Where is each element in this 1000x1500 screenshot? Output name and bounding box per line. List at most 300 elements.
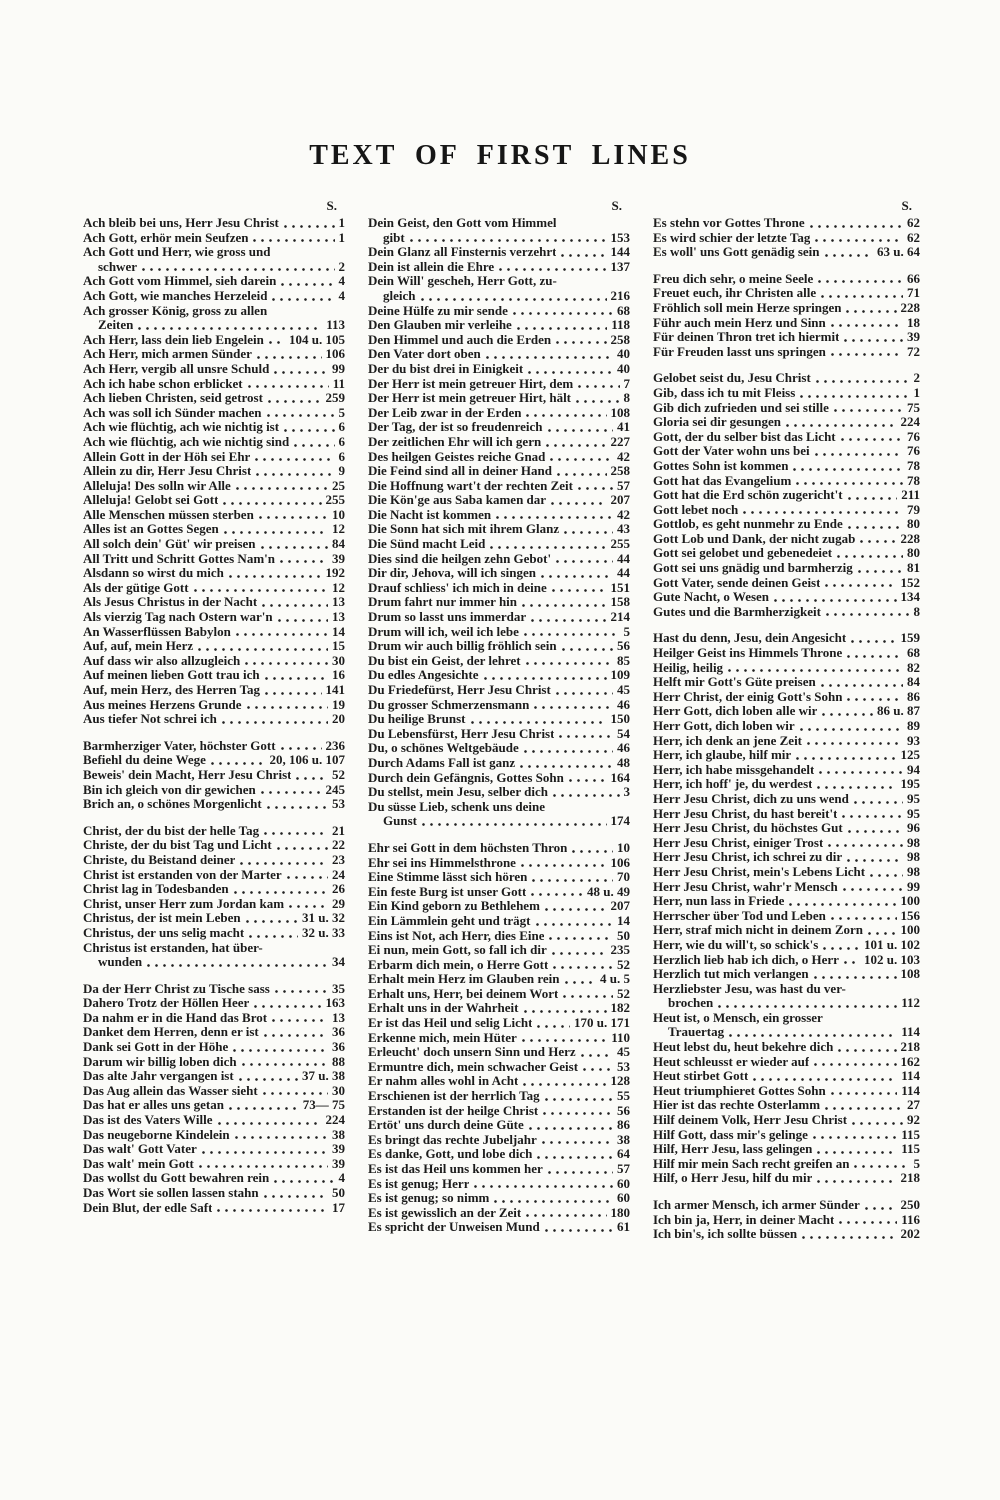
dot-leader xyxy=(523,1083,606,1086)
index-entry xyxy=(368,479,630,494)
entry-page-number: 31 u. 32 xyxy=(302,910,345,926)
dot-leader xyxy=(269,341,285,344)
dot-leader xyxy=(147,964,328,967)
seite-column-header: S. xyxy=(901,198,912,213)
dot-leader xyxy=(848,497,898,500)
index-entry xyxy=(368,508,630,523)
dot-leader xyxy=(852,1122,903,1125)
entry-page-number: 224 xyxy=(900,414,920,430)
index-entry xyxy=(653,503,920,518)
entry-text: Gott der Vater wohn uns bei xyxy=(653,444,810,459)
index-entry xyxy=(653,330,920,345)
dot-leader xyxy=(802,1236,896,1239)
entry-text: Alleluja! Des solln wir Alle xyxy=(83,478,231,493)
dot-leader xyxy=(278,619,328,622)
index-entry xyxy=(83,333,345,348)
entry-text: Du, o schönes Weltgebäude xyxy=(368,741,519,756)
index-entry xyxy=(368,566,630,581)
entry-text-continued: gleich xyxy=(383,288,416,303)
index-entry xyxy=(653,371,920,386)
index-entry xyxy=(368,245,630,260)
entry-text: Er nahm alles wohl in Acht xyxy=(368,1074,519,1089)
dot-leader xyxy=(831,353,903,356)
entry-text: Christ, der du bist der helle Tag xyxy=(83,823,260,838)
entry-text: Es woll' uns Gott genädig sein xyxy=(653,245,820,260)
entry-text: Hast du denn, Jesu, dein Angesicht xyxy=(653,631,847,646)
index-entry xyxy=(83,824,345,839)
index-entry xyxy=(368,1206,630,1221)
entry-text: Du edles Angesichte xyxy=(368,668,479,683)
entry-page-number: 73— 75 xyxy=(302,1097,345,1113)
entry-text: Die Hoffnung wart't der rechten Zeit xyxy=(368,478,573,493)
dot-leader xyxy=(531,619,606,622)
dot-leader xyxy=(526,662,613,665)
entry-text: Der Herr ist mein getreuer Hirt, hält xyxy=(368,391,572,406)
entry-text: Herr Jesu Christ, ich schrei zu dir xyxy=(653,850,843,865)
entry-text: Christ lag in Todesbanden xyxy=(83,882,229,897)
index-entry xyxy=(653,836,920,851)
entry-text: Es ist genug; Herr xyxy=(368,1176,470,1191)
index-entry xyxy=(653,850,920,865)
dot-leader xyxy=(851,640,896,643)
dot-leader xyxy=(255,458,334,461)
dot-leader xyxy=(810,225,903,228)
index-entry xyxy=(653,1069,920,1084)
entry-page-number: 64 xyxy=(617,1146,630,1162)
entry-page-number: 39 xyxy=(332,550,345,566)
index-entry xyxy=(83,853,345,868)
index-entry xyxy=(653,1128,920,1143)
entry-page-number: 207 xyxy=(610,492,630,508)
entry-text: Auf meinen lieben Gott trau ich xyxy=(83,668,260,683)
entry-text: Du Friedefürst, Herr Jesu Christ xyxy=(368,683,551,697)
entry-text: Ein Kind geborn zu Bethlehem xyxy=(368,899,540,914)
dot-leader xyxy=(800,395,909,398)
entry-text: Hilf, o Herr Jesu, hilf du mir xyxy=(653,1171,813,1186)
entry-page-number: 101 u. 102 xyxy=(864,936,920,952)
entry-page-number: 236 xyxy=(325,737,345,753)
dot-leader xyxy=(524,633,620,636)
entry-page-number: 250 xyxy=(900,1197,920,1212)
dot-leader xyxy=(275,990,328,993)
entry-text: Du bist ein Geist, der lehret xyxy=(368,653,521,668)
entry-text: Alle Menschen müssen sterben xyxy=(83,507,254,522)
entry-page-number: 113 xyxy=(326,317,345,333)
index-entry xyxy=(83,216,345,231)
entry-text: Die Feind sind all in deiner Hand xyxy=(368,464,552,479)
dot-leader xyxy=(800,728,903,731)
entry-text: Heilger Geist ins Himmels Throne xyxy=(653,646,843,661)
entry-text: Christ ist erstanden von der Marter xyxy=(83,867,282,882)
index-entry-continuation xyxy=(653,1025,920,1040)
entry-text: Ein feste Burg ist unser Gott xyxy=(368,884,527,899)
dot-leader xyxy=(543,1112,613,1115)
entry-page-number: 118 xyxy=(611,317,630,333)
dot-leader xyxy=(410,239,607,242)
entry-page-number: 259 xyxy=(325,390,345,406)
dot-leader xyxy=(281,283,334,286)
index-entry xyxy=(653,631,920,646)
entry-page-number: 26 xyxy=(332,881,345,897)
entry-text: Allein Gott in der Höh sei Ehr xyxy=(83,449,251,464)
entry-text: Deine Hülfe zu mir sende xyxy=(368,303,508,318)
index-entry xyxy=(83,522,345,537)
dot-leader xyxy=(272,298,334,301)
entry-page-number: 41 xyxy=(617,419,630,435)
entry-page-number: 80 xyxy=(907,545,920,561)
alphabetical-group xyxy=(653,371,920,619)
entry-page-number: 30 xyxy=(332,652,345,668)
dot-leader xyxy=(816,380,910,383)
entry-page-number: 57 xyxy=(617,477,630,493)
index-entry xyxy=(653,517,920,532)
dot-leader xyxy=(233,1049,328,1052)
dot-leader xyxy=(846,310,896,313)
dot-leader xyxy=(223,502,321,505)
index-entry xyxy=(653,301,920,316)
entry-text: Herr Jesu Christ, wahr'r Mensch xyxy=(653,879,838,894)
dot-leader xyxy=(199,1165,328,1168)
index-entry xyxy=(368,1031,630,1046)
entry-page-number: 57 xyxy=(617,1161,630,1176)
dot-leader xyxy=(274,1180,334,1183)
dot-leader xyxy=(854,1165,909,1168)
dot-leader xyxy=(520,765,613,768)
entry-text: Der Herr ist mein getreuer Hirt, dem xyxy=(368,376,574,391)
dot-leader xyxy=(236,487,328,490)
dot-leader xyxy=(825,1107,903,1110)
dot-leader xyxy=(138,327,322,330)
entry-text: Dein Will' gescheh, Herr Gott, zu- xyxy=(368,274,557,289)
index-entry xyxy=(653,894,920,909)
dot-leader xyxy=(421,298,607,301)
index-entry xyxy=(368,260,630,275)
entry-text-continued: Trauertag xyxy=(668,1025,725,1040)
index-entry xyxy=(83,868,345,883)
index-entry xyxy=(653,561,920,576)
index-columns xyxy=(0,198,1000,1242)
dot-leader xyxy=(249,935,298,938)
entry-text: Durch dein Gefängnis, Gottes Sohn xyxy=(368,770,564,785)
dot-leader xyxy=(229,1107,299,1110)
entry-text: Hier ist das rechte Osterlamm xyxy=(653,1098,821,1113)
entry-text: Allein zu dir, Herr Jesu Christ xyxy=(83,464,252,479)
entry-page-number: 68 xyxy=(907,645,920,661)
dot-leader xyxy=(267,414,335,417)
entry-text: Als der gütige Gott xyxy=(83,580,189,595)
index-entry xyxy=(653,1084,920,1099)
index-entry xyxy=(368,943,630,958)
dot-leader xyxy=(142,268,335,271)
index-entry xyxy=(653,386,920,401)
entry-text: Alles ist an Gottes Segen xyxy=(83,522,219,537)
index-entry xyxy=(368,318,630,333)
dot-leader xyxy=(729,1034,897,1037)
entry-text: Herzlich tut mich verlangen xyxy=(653,967,809,982)
dot-leader xyxy=(548,1171,613,1174)
entry-page-number: 108 xyxy=(900,966,920,982)
entry-text: Dein Glanz all Finsternis verzehrt xyxy=(368,245,557,260)
entry-text: Dir dir, Jehova, will ich singen xyxy=(368,566,536,581)
entry-page-number: 258 xyxy=(610,331,630,347)
dot-leader xyxy=(474,1185,613,1188)
entry-text: Beweis' dein Macht, Herr Jesu Christ xyxy=(83,767,292,782)
dot-leader xyxy=(265,677,328,680)
dot-leader xyxy=(817,1151,897,1154)
dot-leader xyxy=(253,239,334,242)
dot-leader xyxy=(217,1209,328,1212)
dot-leader xyxy=(815,239,903,242)
entry-text: Heut triumphieret Gottes Sohn xyxy=(653,1083,826,1098)
entry-page-number: 141 xyxy=(325,682,345,697)
entry-page-number: 98 xyxy=(907,834,920,850)
entry-text: Dies sind die heilgen zehn Gebot' xyxy=(368,551,552,566)
index-entry xyxy=(653,231,920,246)
index-entry xyxy=(83,1055,345,1070)
index-entry xyxy=(368,1089,630,1104)
entry-text: Hilf, Herr Jesu, lass gelingen xyxy=(653,1142,813,1157)
index-entry xyxy=(83,941,345,956)
index-entry xyxy=(83,797,345,812)
dot-leader xyxy=(821,684,903,687)
entry-page-number: 85 xyxy=(617,652,630,668)
entry-page-number: 110 xyxy=(611,1029,630,1045)
index-entry xyxy=(368,929,630,944)
index-entry xyxy=(368,972,630,987)
entry-page-number: 115 xyxy=(901,1126,920,1142)
entry-page-number: 40 xyxy=(617,346,630,362)
entry-page-number: 214 xyxy=(610,609,630,625)
index-entry xyxy=(83,274,345,289)
index-entry xyxy=(653,792,920,807)
index-entry-continuation xyxy=(653,996,920,1011)
dot-leader xyxy=(825,584,896,587)
entry-page-number: 24 xyxy=(332,866,345,882)
entry-page-number: 52 xyxy=(617,985,630,1001)
dot-leader xyxy=(526,414,606,417)
entry-text: Freuet euch, ihr Christen alle xyxy=(653,286,817,301)
entry-page-number: 5 xyxy=(338,404,345,420)
dot-leader xyxy=(551,502,606,505)
dot-leader xyxy=(546,444,606,447)
dot-leader xyxy=(280,560,328,563)
dot-leader xyxy=(522,604,606,607)
alphabetical-group xyxy=(653,216,920,260)
entry-text: Ach Gott vom Himmel, sieh darein xyxy=(83,274,277,289)
dot-leader xyxy=(259,516,328,519)
entry-text: Es spricht der Unweisen Mund xyxy=(368,1220,540,1235)
entry-text: Hilf mir mein Sach recht greifen an xyxy=(653,1156,850,1171)
index-entry xyxy=(368,216,630,231)
dot-leader xyxy=(822,713,873,716)
entry-text: Auf, auf, mein Herz xyxy=(83,639,194,654)
entry-page-number: 38 xyxy=(332,1126,345,1142)
dot-leader xyxy=(847,859,903,862)
entry-text: Führ auch mein Herz und Sinn xyxy=(653,315,826,330)
entry-text: Dank sei Gott in der Höhe xyxy=(83,1040,229,1055)
dot-leader xyxy=(236,633,328,636)
dot-leader xyxy=(847,655,903,658)
dot-leader xyxy=(831,917,897,920)
entry-page-number: 23 xyxy=(332,851,345,867)
index-entry xyxy=(83,897,345,912)
index-entry xyxy=(368,958,630,973)
dot-leader xyxy=(583,1068,613,1071)
entry-page-number: 144 xyxy=(610,244,630,260)
index-entry xyxy=(368,595,630,610)
entry-page-number: 5 xyxy=(623,623,630,639)
entry-page-number: 21 xyxy=(332,822,345,838)
entry-text: Der Tag, der ist so freudenreich xyxy=(368,420,543,435)
index-entry xyxy=(368,625,630,640)
index-entry xyxy=(653,415,920,430)
entry-text: Die Sünd macht Leid xyxy=(368,537,486,552)
entry-text: Brich an, o schönes Morgenlicht xyxy=(83,797,262,812)
entry-text: Dein ist allein die Ehre xyxy=(368,259,495,274)
index-entry xyxy=(83,377,345,392)
entry-text: Ertöt' uns durch deine Güte xyxy=(368,1118,524,1133)
entry-page-number: 53 xyxy=(617,1058,630,1074)
alphabetical-group xyxy=(653,631,920,1186)
dot-leader xyxy=(224,531,328,534)
index-entry xyxy=(368,1016,630,1031)
index-entry xyxy=(368,654,630,669)
dot-leader xyxy=(796,482,903,485)
entry-text: Ach Gott, erhör mein Seufzen xyxy=(83,230,249,245)
dot-leader xyxy=(256,473,334,476)
index-entry xyxy=(653,763,920,778)
entry-page-number: 35 xyxy=(332,980,345,996)
entry-text: Herr, ich glaube, hilf mir xyxy=(653,748,792,763)
entry-text: Aus tiefer Not schrei ich xyxy=(83,712,217,727)
entry-page-number: 114 xyxy=(901,1068,920,1084)
entry-text: Heilig, heilig xyxy=(653,660,724,675)
index-entry xyxy=(653,1113,920,1128)
entry-page-number: 235 xyxy=(610,942,630,958)
entry-page-number: 151 xyxy=(610,579,630,595)
entry-text: Barmherziger Vater, höchster Gott xyxy=(83,738,276,753)
entry-text: Da der Herr Christ zu Tische sass xyxy=(83,981,270,996)
dot-leader xyxy=(718,1005,897,1008)
entry-text: Herr Jesu Christ, du hast bereit't xyxy=(653,806,838,821)
entry-text: Er ist das Heil und selig Licht xyxy=(368,1016,533,1031)
entry-text: Gelobet seist du, Jesu Christ xyxy=(653,371,811,386)
index-entry xyxy=(653,245,920,260)
dot-leader xyxy=(229,575,322,578)
index-entry xyxy=(83,595,345,610)
index-entry xyxy=(653,807,920,822)
dot-leader xyxy=(284,225,335,228)
dot-leader xyxy=(541,575,613,578)
dot-leader xyxy=(521,864,607,867)
entry-page-number: 99 xyxy=(907,878,920,894)
index-entry xyxy=(83,982,345,997)
dot-leader xyxy=(499,268,606,271)
entry-page-number: 134 xyxy=(900,589,920,605)
entry-page-number: 13 xyxy=(332,594,345,610)
dot-leader xyxy=(793,468,903,471)
entry-page-number: 10 xyxy=(332,506,345,522)
index-entry xyxy=(83,1011,345,1026)
dot-leader xyxy=(556,692,613,695)
entry-text: Befiehl du deine Wege xyxy=(83,753,206,768)
index-entry-continuation xyxy=(83,318,345,333)
index-entry xyxy=(653,719,920,734)
entry-page-number: 44 xyxy=(617,550,630,566)
alphabetical-group xyxy=(83,824,345,970)
entry-page-number: 1 xyxy=(338,229,345,245)
entry-page-number: 68 xyxy=(617,302,630,318)
dot-leader xyxy=(552,589,607,592)
entry-page-number: 2 xyxy=(338,258,345,274)
index-entry-continuation xyxy=(368,814,630,829)
entry-page-number: 82 xyxy=(907,659,920,675)
dot-leader xyxy=(422,823,607,826)
index-entry xyxy=(368,1133,630,1148)
entry-page-number: 88 xyxy=(332,1053,345,1069)
dot-leader xyxy=(581,1054,613,1057)
entry-page-number: 80 xyxy=(907,516,920,532)
entry-page-number: 84 xyxy=(907,674,920,690)
page-title: TEXT OF FIRST LINES xyxy=(309,140,691,171)
dot-leader xyxy=(550,458,613,461)
dot-leader xyxy=(815,453,903,456)
seite-column-header: S. xyxy=(611,198,622,213)
entry-page-number: 76 xyxy=(907,428,920,444)
index-entry xyxy=(83,479,345,494)
entry-page-number: 46 xyxy=(617,740,630,756)
entry-text: Alsdann so wirst du mich xyxy=(83,566,224,581)
dot-leader xyxy=(854,801,903,804)
dot-leader xyxy=(281,747,322,750)
entry-page-number: 228 xyxy=(900,299,920,315)
index-entry xyxy=(83,362,345,377)
entry-text: Ich armer Mensch, ich armer Sünder xyxy=(653,1198,860,1212)
index-entry xyxy=(368,899,630,914)
entry-page-number: 4 xyxy=(338,287,345,303)
index-entry xyxy=(653,286,920,301)
dot-leader xyxy=(528,371,613,374)
entry-page-number: 13 xyxy=(332,1009,345,1025)
entry-text: Drauf schliess' ich mich in deine xyxy=(368,580,547,595)
entry-page-number: 137 xyxy=(610,258,630,274)
index-entry xyxy=(368,1060,630,1075)
entry-page-number: 86 u. 87 xyxy=(877,703,920,719)
entry-page-number: 20, 106 u. 107 xyxy=(269,752,345,768)
dot-leader xyxy=(814,1063,896,1066)
index-entry xyxy=(653,1040,920,1055)
index-entry xyxy=(368,1162,630,1177)
index-entry xyxy=(83,347,345,362)
dot-leader xyxy=(261,791,322,794)
entry-page-number: 182 xyxy=(610,1000,630,1016)
dot-leader xyxy=(517,327,607,330)
entry-page-number: 16 xyxy=(332,667,345,683)
entry-text: Aus meines Herzens Grunde xyxy=(83,697,242,712)
dot-leader xyxy=(242,1063,328,1066)
dot-leader xyxy=(562,648,613,651)
entry-page-number: 116 xyxy=(901,1211,920,1227)
entry-text: Ich bin ja, Herr, in deiner Macht xyxy=(653,1212,835,1227)
entry-text: All Tritt und Schritt Gottes Nam'n xyxy=(83,551,275,566)
entry-text: Heut ist, o Mensch, ein grosser xyxy=(653,1010,823,1025)
dot-leader xyxy=(838,1049,896,1052)
index-entry xyxy=(653,1171,920,1186)
index-entry xyxy=(653,909,920,924)
alphabetical-group xyxy=(368,216,630,829)
entry-text: Das walt' mein Gott xyxy=(83,1156,194,1171)
index-entry xyxy=(653,1055,920,1070)
